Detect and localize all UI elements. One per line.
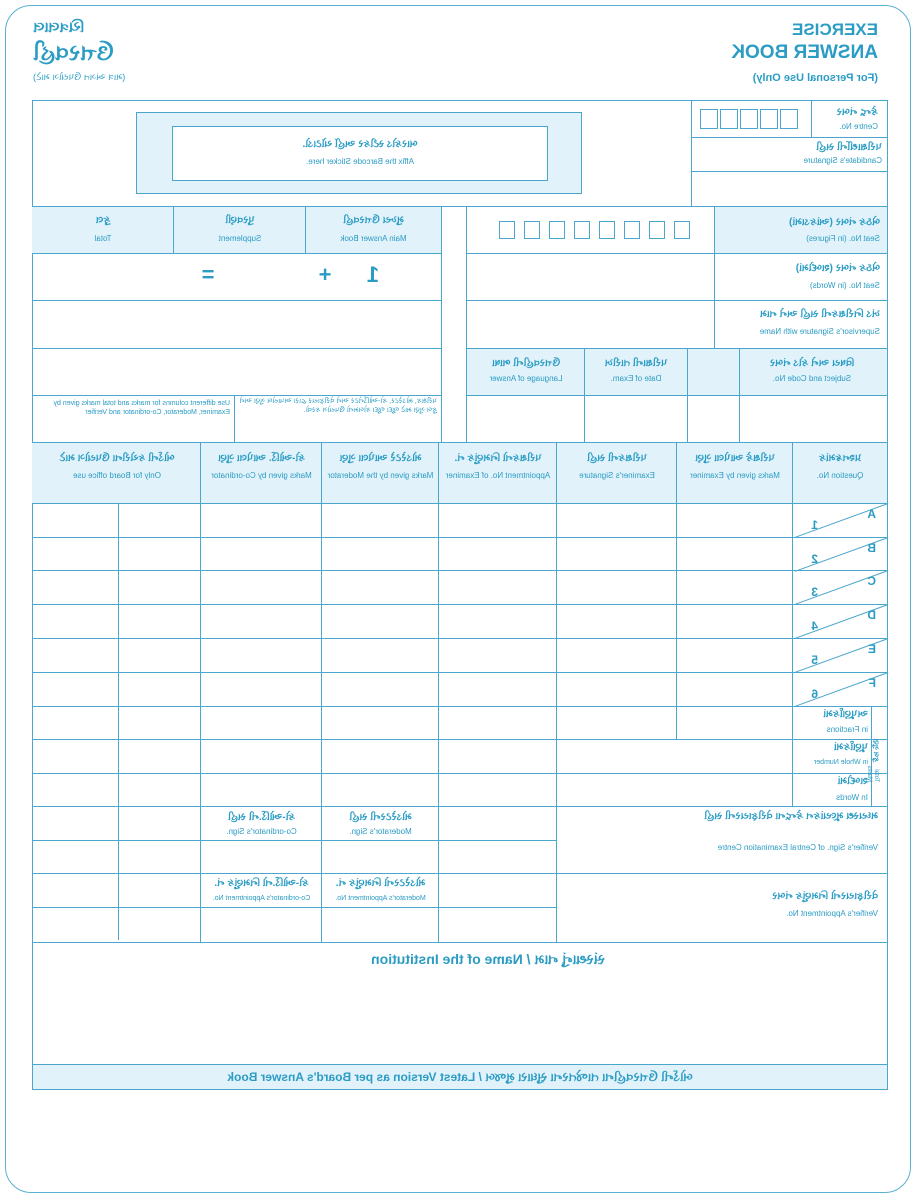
language-label-en: Language of Answer [489,374,563,383]
th-coordinator-gu: કો-ઓર્ડિ. આપેલા ગુણ [218,453,305,464]
th-examiner-sign-gu: પરીક્ષકની સહી [587,453,647,464]
th-board-use-en: Only for Board office use [73,471,161,480]
subject-label-en: Subject and Code No. [772,374,852,383]
institution-name-input[interactable] [42,975,878,1060]
brand-sub: (માત્ર અંગત ઉપયોગ માટે) [33,72,126,82]
question-4: 4 [811,619,818,633]
total-label-en: Total [94,234,112,243]
candidate-sign-label-gu: પરીક્ષાર્થીની સહી [816,142,882,153]
seat-figures-label-en: Seat No. (in Figures) [806,234,880,243]
verifier-sign-label-gu: મધ્યસ્થ મૂલ્યાંકન કેન્દ્રના વેરીફાયરની સહી [704,811,878,822]
main-book-label-gu: મુખ્ય ઉત્તરવહી [343,215,404,226]
institution-label: સંસ્થાનું નામ / Name of the Institution [371,951,605,967]
question-3: 3 [811,585,818,599]
section-d: D [867,608,876,622]
whole-label-gu: પૂર્ણાંકમાં [833,742,868,753]
verifier-appt-label-gu: વેરીફાયરનો નિમણુંક નંબર [772,891,878,902]
th-examiner-marks-gu: પરીક્ષકે આપેલા ગુણ [695,453,775,464]
section-e: E [867,642,876,656]
question-5: 5 [811,653,818,667]
words-label-gu: શબ્દોમાં [837,776,868,787]
barcode-label-gu: બારકોડ સ્ટીકર અહીં ચોંટાડો. [302,139,418,150]
title-answer-book: ANSWER BOOK [731,42,878,63]
seat-words-label-gu: બેઠક નંબર (શબ્દોમાં) [795,263,880,274]
total-label-gu: કુલ [95,215,111,226]
coordinator-appt-label-en: Co-ordinator's Appointment No. [212,895,311,902]
question-6: 6 [811,687,818,701]
main-book-label-en: Main Answer Book [340,234,407,243]
coordinator-sign-label-gu: કો-ઓર્ડિ.ની સહી [227,812,296,823]
moderator-appt-label-en: Moderator's Appointment No. [335,895,426,902]
total-marks-label-gu: કુલ ગુણ [872,738,879,762]
language-label-gu: ઉત્તરવહીની ભાષા [491,358,561,369]
supplement-label-gu: પુરવણી [225,215,255,226]
th-examiner-sign-en: Examiner's Signature [579,471,655,480]
note-gu: પરીક્ષક, મોડરેટર, કો-ઓર્ડિનેટર અને વેરીફાયર દ્વારા અપાયેલ ગુણ અને કુલ ગુણ માટે જુદા જુદા કોલમનો ઉપયોગ કરવો. [239,398,437,414]
moderator-sign-label-en: Moderator's Sign. [349,827,412,836]
coordinator-sign-label-en: Co-ordinator's Sign. [226,827,297,836]
barcode-sticker-box[interactable] [172,126,548,181]
main-book-count: 1 [366,262,380,287]
supplement-label-en: Supplement [218,234,262,243]
centre-no-label-en: Centre No. [839,122,878,131]
section-c: C [867,574,876,588]
total-marks-label-en: Total Marks [866,765,879,782]
th-moderator-en: Marks given by the Moderator [327,471,434,480]
title-exercise: EXERCISE [792,20,878,39]
fractions-label-en: in Fractions [826,725,868,734]
words-label-en: In Words [836,793,868,802]
th-appointment-en: Appointment No. of Examiner [445,471,551,480]
section-b: B [867,541,876,555]
question-2: 2 [811,552,818,566]
th-examiner-marks-en: Marks given by Examiner [690,471,780,480]
plus-sign: + [318,262,332,287]
th-moderator-gu: મોડરેટરે આપેલા ગુણ [339,453,422,464]
th-appointment-gu: પરીક્ષકનો નિમણુંક નં. [454,453,542,464]
section-a: A [867,507,876,521]
supervisor-label-gu: ખંડ નિરીક્ષકની સહી અને નામ [759,309,880,320]
subject-label-gu: વિષય અને કોડ નંબર [769,358,855,369]
title-note: (For Personal Use Only) [752,72,878,84]
verifier-appt-label-en: Verifier's Appointment No. [786,909,878,918]
moderator-sign-label-gu: મોડરેટરની સહી [349,812,412,823]
brand-logo: ઉત્તરવહી [33,40,114,65]
verifier-sign-label-en: Verifier's Sign. of Central Examination Centre [717,843,878,852]
th-question-gu: પ્રશ્નક્રમાંક [818,453,862,464]
seat-words-label-en: Seat No. (in Words) [809,281,880,290]
th-board-use-gu: બોર્ડની કચેરીના ઉપયોગ માટે [59,453,175,464]
candidate-sign-label-en: Candidate's Signature [803,156,882,165]
note-en: Use different columns for marks and total marks given by Examiner, Moderator, Co-ordinator and Verifier [53,400,230,416]
section-f: F [868,676,876,690]
th-question-en: Question No. [816,471,864,480]
centre-no-label-gu: કેન્દ્ર નંબર [836,107,878,118]
exam-date-label-gu: પરીક્ષાની તારીખ [604,358,668,369]
th-coordinator-en: Marks given by Co-ordinator [211,471,312,480]
supervisor-sign-input[interactable] [472,304,708,344]
fractions-label-gu: અપૂર્ણાંકમાં [823,709,868,720]
whole-label-en: in Whole Number [813,759,868,766]
seat-figures-label-gu: બેઠક નંબર (આંકડામાં) [788,217,880,228]
moderator-appt-label-gu: મોડરેટરનો નિમણુંક નં. [335,878,426,889]
exam-date-label-en: Date of Exam. [610,374,662,383]
seat-words-input[interactable] [472,258,708,294]
equals-sign: = [201,262,215,287]
supervisor-label-en: Supervisor's Signature with Name [759,327,880,336]
question-1: 1 [811,518,818,532]
coordinator-appt-label-gu: કો-ઓર્ડિ.નો નિમણુંક નં. [214,878,309,889]
footer-note: બોર્ડની ઉત્તરવહીના તાજેતરના સુધારા મુજબ / Latest Version as per Board's Answer Book [227,1070,693,1084]
brand-top: ચિત્રલાલ [33,19,84,36]
barcode-label-en: Affix the Barcode Sticker here. [306,157,414,166]
